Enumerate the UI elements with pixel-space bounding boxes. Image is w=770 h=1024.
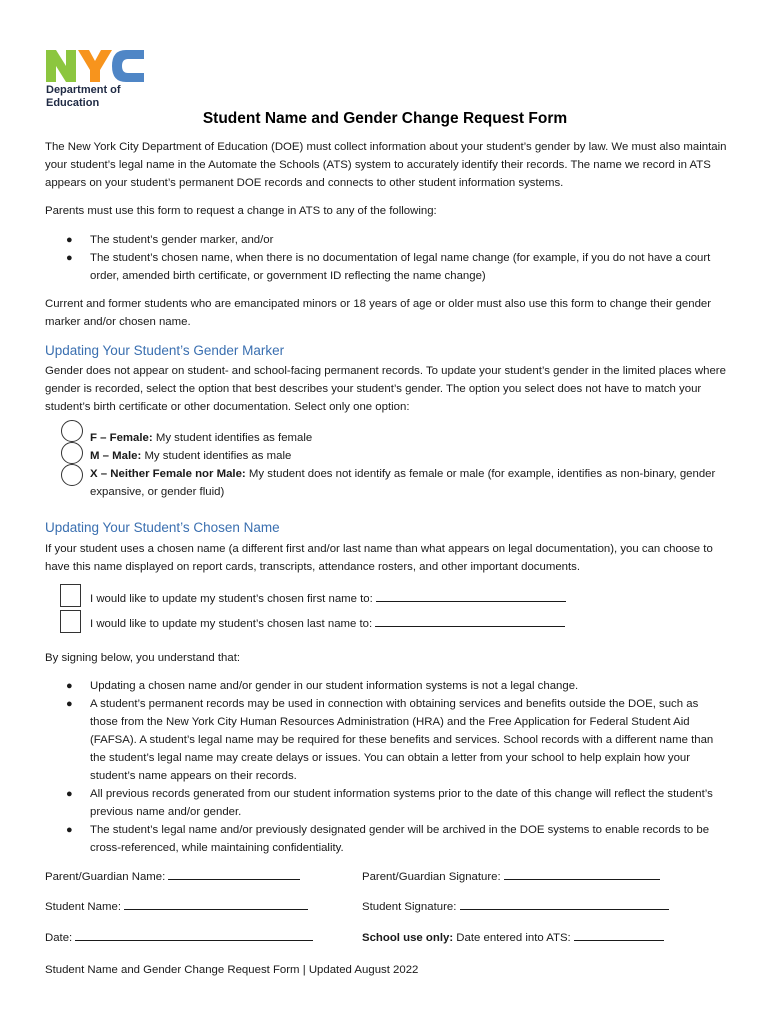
intro-text-3: Current and former students who are emancipated minors or 18 years of age or older must also use this form to change their gender marker and/or chosen name. xyxy=(45,298,712,328)
gender-heading: Updating Your Student’s Gender Marker xyxy=(45,343,285,358)
date-field[interactable] xyxy=(75,927,313,941)
gender-option-x: X – Neither Female nor Male: My student does not identify as female or male (for example, identifies as non-binary, gender expansive, or gender fluid) xyxy=(90,468,716,498)
intro-text: The New York City Department of Education (DOE) must collect information about your student’s gender by law. We must also maintain your student’s legal name in the Automate the Schools (ATS) system to accurately identify their records. The name we record in ATS appears on your student’s permanent DOE records and connects to other student information systems. xyxy=(45,141,727,189)
gender-radio-m[interactable] xyxy=(61,442,83,464)
page-footer: Student Name and Gender Change Request Form | Updated August 2022 xyxy=(45,964,419,976)
intro-text-2: Parents must use this form to request a change in ATS to any of the following: xyxy=(45,205,437,217)
list-item: ● The student’s chosen name, when there is no documentation of legal name change (for example, if you do not have a court order, amended birth certificate, or government ID reflecting the name change) xyxy=(66,252,711,282)
gender-option-m: M – Male: My student identifies as male xyxy=(90,450,292,462)
gender-radio-f[interactable] xyxy=(61,420,83,442)
gender-radio-x[interactable] xyxy=(61,464,83,486)
intro-paragraph-2 xyxy=(45,202,729,220)
parent-name-row: Parent/Guardian Name: xyxy=(45,866,300,886)
intro-bullet-list xyxy=(45,231,729,285)
student-name-field[interactable] xyxy=(124,896,308,910)
parent-name-field[interactable] xyxy=(168,866,300,880)
gender-option-f: F – Female: My student identifies as female xyxy=(90,432,313,444)
list-item: ● All previous records generated from our student information systems prior to the date of this change will reflect the student’s previous name and/or gender. xyxy=(66,788,713,818)
chosen-last-name-checkbox[interactable] xyxy=(60,610,81,633)
chosen-name-heading: Updating Your Student’s Chosen Name xyxy=(45,520,280,535)
chosen-first-name-checkbox[interactable] xyxy=(60,584,81,607)
chosen-name-description: If your student uses a chosen name (a different first and/or last name than what appears on legal documentation), you can choose to have this name displayed on report cards, transcripts, attendance rosters, and other important documents. xyxy=(45,543,713,573)
school-use-row: School use only: Date entered into ATS: xyxy=(362,927,664,947)
gender-description: Gender does not appear on student- and school-facing permanent records. To update your student’s gender in the limited places where gender is recorded, select the option that best describes your student’s gender. The option you select does not have to match your student’s birth certificate or other documentation. Select only one option: xyxy=(45,365,726,413)
date-row: Date: xyxy=(45,927,313,947)
list-item: ● The student’s gender marker, and/or xyxy=(66,234,274,246)
signing-bullet-list xyxy=(45,677,729,857)
list-item: ● Updating a chosen name and/or gender in our student information systems is not a legal change. xyxy=(66,680,579,692)
chosen-first-name-field[interactable] xyxy=(376,588,566,602)
chosen-last-name-field[interactable] xyxy=(375,613,565,627)
intro-paragraph-3 xyxy=(45,295,729,331)
list-item: ● The student’s legal name and/or previously designated gender will be archived in the DOE systems to enable records to be cross-referenced, while maintaining confidentiality. xyxy=(66,824,710,854)
chosen-last-name-row: I would like to update my student’s chosen last name to: xyxy=(90,613,565,633)
intro-paragraph xyxy=(45,138,729,192)
logo-line-1: Department of xyxy=(46,84,121,96)
page-title: Student Name and Gender Change Request Form xyxy=(202,110,568,127)
nyc-logo-mark xyxy=(44,44,148,84)
student-signature-field[interactable] xyxy=(460,896,669,910)
parent-signature-field[interactable] xyxy=(504,866,660,880)
chosen-first-name-row: I would like to update my student’s chosen first name to: xyxy=(90,588,566,608)
logo-line-2: Education xyxy=(46,97,100,109)
student-name-row: Student Name: xyxy=(45,896,308,916)
ats-date-field[interactable] xyxy=(574,927,664,941)
parent-signature-row: Parent/Guardian Signature: xyxy=(362,866,660,886)
student-signature-row: Student Signature: xyxy=(362,896,669,916)
list-item: ● A student’s permanent records may be used in connection with obtaining services and benefits outside the DOE, such as those from the New York City Human Resources Administration (HRA) and the Free Application for Federal Student Aid (FAFSA). A student’s legal name may be required for these benefits and services. School records with a different name than the student’s legal name may create delays or issues. You can obtain a letter from your school to help explain how your student’s name appears on their records. xyxy=(66,698,714,782)
signing-intro: By signing below, you understand that: xyxy=(45,652,241,664)
nyc-doe-logo xyxy=(44,44,148,110)
logo-text xyxy=(46,84,121,110)
